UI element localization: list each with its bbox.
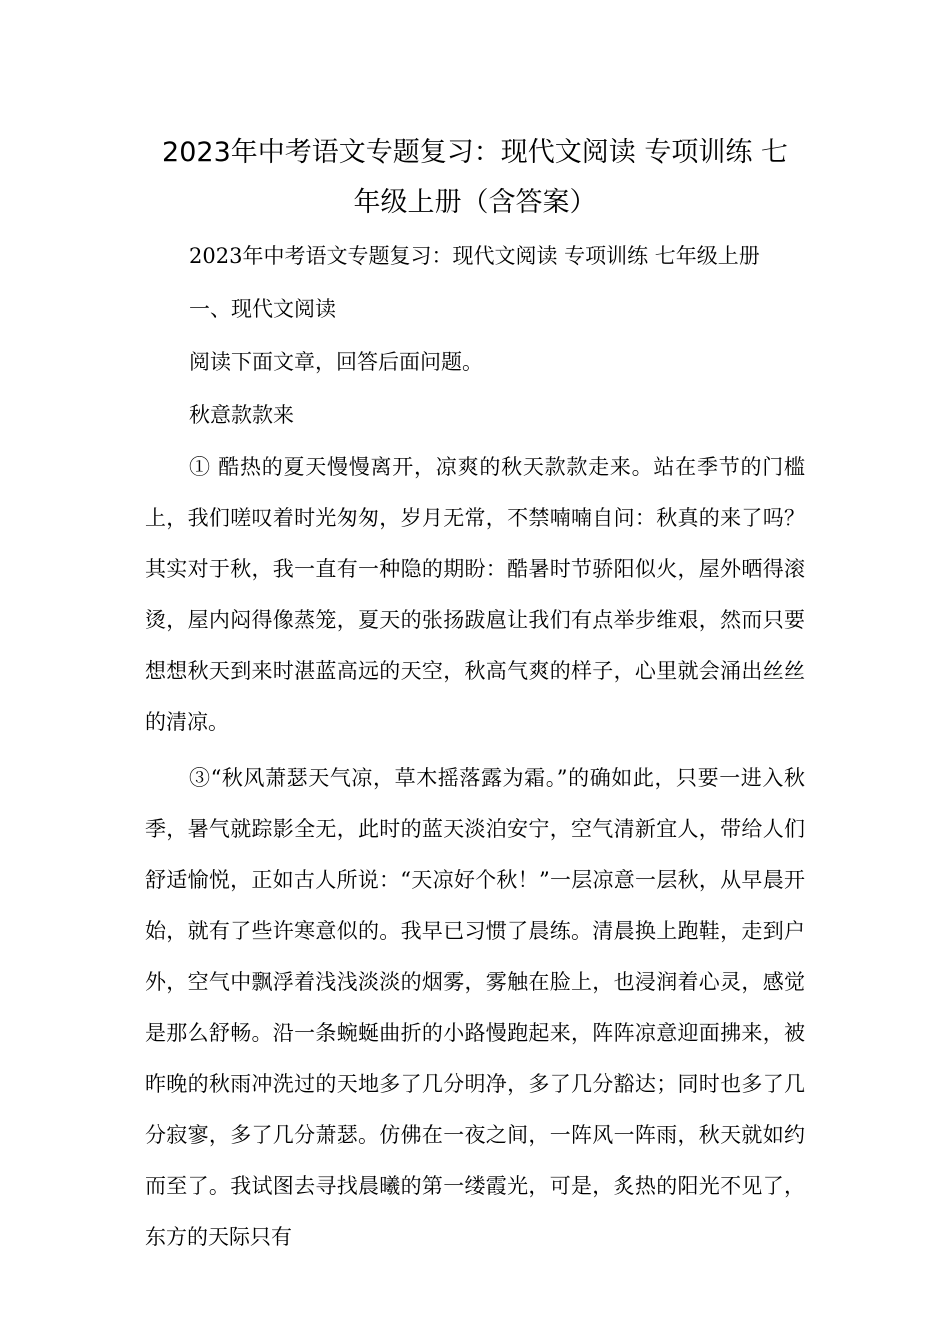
reading-instruction: 阅读下面文章，回答后面问题。	[189, 350, 483, 374]
document-title-line-2: 年级上册（含答案）	[353, 187, 597, 218]
section-heading: 一、现代文阅读	[189, 297, 336, 321]
article-paragraph-2: ③“秋风萧瑟天气凉，草木摇落露为霜。”的确如此，只要一进入秋季，暑气就踪影全无，此时的蓝天淡泊安宁，空气清新宜人，带给人们舒适愉悦，正如古人所说：“天凉好个秋！”一层凉意一层秋，从早晨开始，就有了些许寒意似的。我早已习惯了晨练。清晨换上跑鞋，走到户外，空气中飘浮着浅浅淡淡的烟雾，雾触在脸上，也浸润着心灵，感觉是那么舒畅。沿一条蜿蜒曲折的小路慢跑起来，阵阵凉意迎面拂来，被昨晚的秋雨冲洗过的天地多了几分明净，多了几分豁达；同时也多了几分寂寥，多了几分萧瑟。仿佛在一夜之间，一阵风一阵雨，秋天就如约而至了。我试图去寻找晨曦的第一缕霞光，可是，炙热的阳光不见了，东方的天际只有	[145, 766, 805, 1249]
document-body	[145, 230, 805, 1263]
article-title: 秋意款款来	[189, 403, 294, 427]
document-title-line-1: 2023年中考语文专题复习：现代文阅读 专项训练 七	[162, 137, 788, 168]
article-paragraph-1: ① 酷热的夏天慢慢离开，凉爽的秋天款款走来。站在季节的门槛上，我们嗟叹着时光匆匆，岁月无常，不禁喃喃自问：秋真的来了吗？其实对于秋，我一直有一种隐的期盼：酷暑时节骄阳似火，屋外晒得滚烫，屋内闷得像蒸笼，夏天的张扬跋扈让我们有点举步维艰，然而只要想想秋天到来时湛蓝高远的天空，秋高气爽的样子，心里就会涌出丝丝的清凉。	[145, 455, 805, 734]
document-subtitle: 2023年中考语文专题复习：现代文阅读 专项训练 七年级上册	[189, 244, 760, 268]
